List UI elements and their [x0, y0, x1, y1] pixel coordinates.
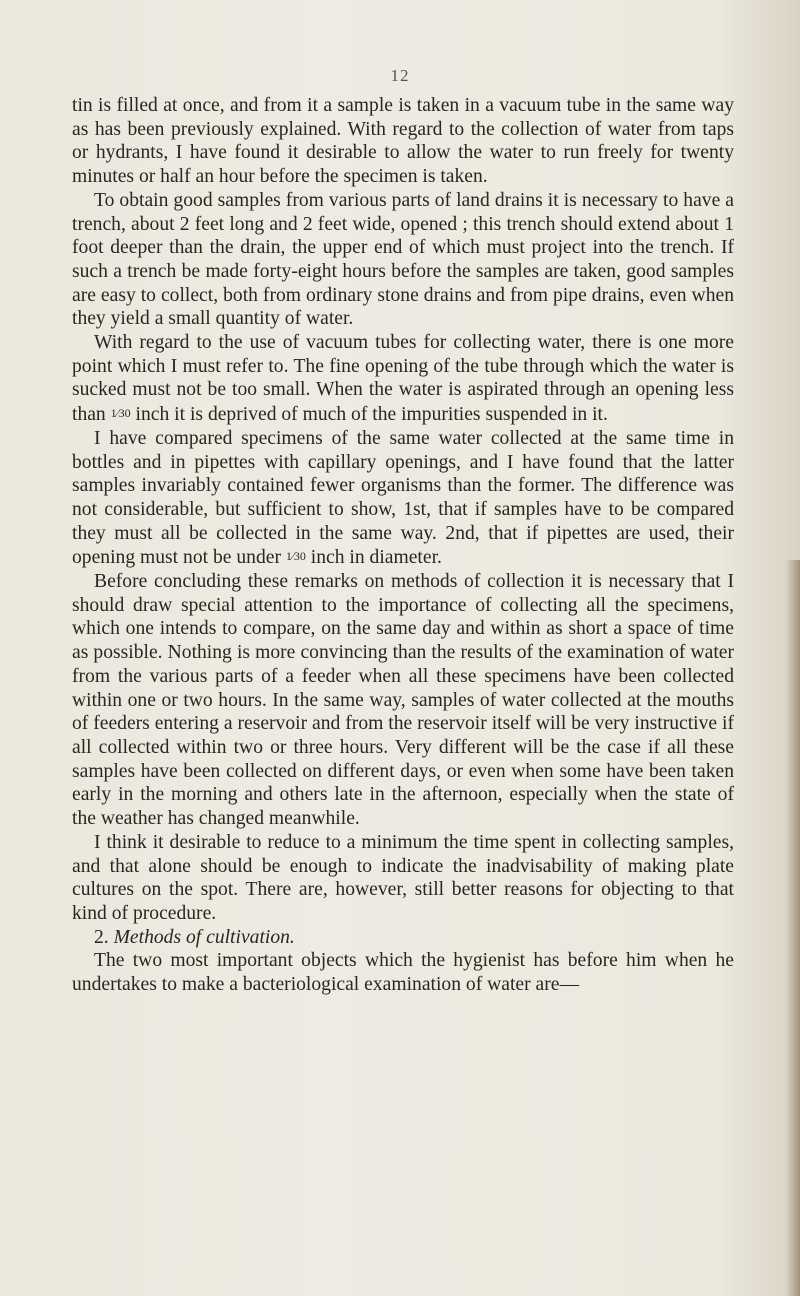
fraction-one-thirtieth: 1⁄30 [110, 406, 131, 421]
paragraph-vacuum-tubes [72, 331, 734, 427]
section-heading [72, 926, 734, 950]
paragraph-text: With regard to the use of vacuum tubes for collecting water, there is one more point which I must refer to. The fine opening of the tube through which the water is sucked must not be too small. When the water is aspirated through an opening less than [72, 332, 734, 426]
page-binding-shadow [786, 560, 800, 1296]
section-title: Methods of cultivation. [113, 926, 295, 948]
fraction-one-thirtieth: 1⁄30 [285, 549, 306, 564]
paragraph-concluding-remarks: Before concluding these remarks on methods of collection it is necessary that I should draw special attention to the importance of collecting all the specimens, which one intends to compare, on the same day and within as short a space of time as possible. Nothing is more convincing than the results of the examination of water from the various parts of a feeder when all these specimens have been collected within one or two hours. In the same way, samples of water collected at the mouths of feeders entering a reservoir and from the reservoir itself will be very instructive if all collected within two or three hours. Very different will be the case if all these samples have been collected on different days, or even when some have been taken early in the morning and others late in the afternoon, especially when the state of the weather has changed meanwhile. [72, 571, 734, 830]
paragraph-text: inch it is deprived of much of the impurities suspended in it. [130, 404, 608, 426]
page-number: 12 [390, 66, 410, 85]
paragraph-text: inch in diameter. [305, 547, 442, 569]
paragraph-minimum-time: I think it desirable to reduce to a minimum the time spent in collecting samples, and that alone should be enough to indicate the inadvisability of making plate cultures on the spot. There are, however, still better reasons for objecting to that kind of procedure. [72, 831, 734, 924]
paragraph-text: I have compared specimens of the same water collected at the same time in bottles and in pipettes with capillary openings, and I have found that the latter samples invariably contained fewer organisms than the former. The difference was not considerable, but sufficient to show, 1st, that if samples have to be compared they must all be collected in the same way. 2nd, that if pipettes are used, their opening must not be under [72, 427, 734, 569]
paragraph-land-drains: To obtain good samples from various parts of land drains it is necessary to have a trench, about 2 feet long and 2 feet wide, opened ; this trench should extend about 1 foot deeper than the drain, the upper end of which must project into the trench. If such a trench be made forty-eight hours before the samples are taken, good samples are easy to collect, both from ordinary stone drains and from pipe drains, even when they yield a small quantity of water. [72, 189, 734, 330]
body-text [72, 94, 734, 997]
section-number: 2. [94, 926, 109, 948]
paragraph-continued: tin is filled at once, and from it a sample is taken in a vacuum tube in the same way as has been previously explained. With regard to the collection of water from taps or hydrants, I have found it desirable to allow the water to run freely for twenty minutes or half an hour before the specimen is taken. [72, 95, 734, 188]
paragraph-pipettes [72, 427, 734, 570]
paragraph-final: The two most important objects which the hygienist has before him when he undertakes to make a bacteriological examination of water are— [72, 950, 734, 996]
